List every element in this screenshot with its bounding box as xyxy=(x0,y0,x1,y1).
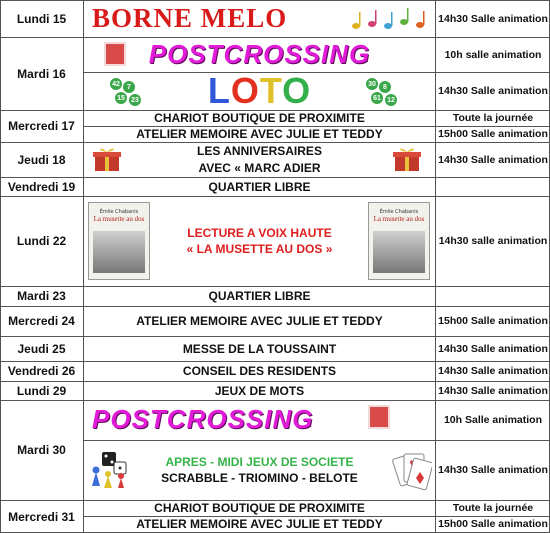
time-cell: 14h30 Salle animation xyxy=(438,384,548,397)
day-label: Lundi 29 xyxy=(16,383,67,398)
loto-title xyxy=(208,70,311,112)
time-cell: 14h30 Salle animation xyxy=(438,12,548,25)
activity-cell: ATELIER MEMOIRE AVEC JULIE ET TEDDY xyxy=(136,127,383,141)
day-label: Mercredi 31 xyxy=(8,509,75,524)
postcrossing-title: POSTCROSSING xyxy=(148,39,371,69)
day-label: Jeudi 25 xyxy=(17,341,66,356)
time-cell: 14h30 Salle animation xyxy=(438,342,548,355)
time-cell: 14h30 Salle animation xyxy=(438,464,548,476)
time-cell: 14h30 Salle animation xyxy=(438,85,548,97)
day-label: Mardi 30 xyxy=(17,443,66,457)
loto-letter: T xyxy=(259,70,283,111)
loto-letter: L xyxy=(207,70,231,111)
music-notes-icon xyxy=(348,6,430,32)
day-label: Lundi 15 xyxy=(16,11,67,26)
book-author: Émile Chabanis xyxy=(379,209,419,215)
activity-cell: QUARTIER LIBRE xyxy=(208,289,311,303)
activity-cell xyxy=(84,440,435,500)
time-cell: 10h salle animation xyxy=(444,48,542,61)
activity-cell xyxy=(92,402,332,436)
day-label: Jeudi 18 xyxy=(17,152,66,167)
book-author: Émile Chabanis xyxy=(99,209,139,215)
day-label: Mardi 16 xyxy=(17,66,66,81)
loto-letter: O xyxy=(282,70,312,111)
loto-balls-icon: 42 7 15 23 xyxy=(110,78,146,108)
activity-cell: MESSE DE LA TOUSSAINT xyxy=(182,341,337,356)
lecture-line2: « LA MUSETTE AU DOS » xyxy=(186,242,333,256)
time-cell: 14h30 salle animation xyxy=(438,235,548,247)
time-cell: Toute la journée xyxy=(452,502,534,514)
activity-cell: ATELIER MEMOIRE AVEC JULIE ET TEDDY xyxy=(136,314,383,328)
loto-letter: O xyxy=(230,70,260,111)
anniversaires-line2: AVEC « MARC ADIER xyxy=(198,160,321,175)
activity-cell: JEUX DE MOTS xyxy=(214,383,305,398)
time-cell: Toute la journée xyxy=(452,112,534,124)
activity-cell: QUARTIER LIBRE xyxy=(208,179,311,194)
time-cell: 10h Salle animation xyxy=(443,414,543,426)
book-cover-icon xyxy=(368,202,430,280)
activity-cell: ATELIER MEMOIRE AVEC JULIE ET TEDDY xyxy=(136,517,383,531)
jeux-societe-title: APRES - MIDI JEUX DE SOCIETE xyxy=(165,454,354,469)
day-label: Mercredi 17 xyxy=(8,119,75,133)
playing-cards-icon xyxy=(392,446,432,492)
activity-cell: CHARIOT BOUTIQUE DE PROXIMITE xyxy=(154,111,365,125)
anniversaires-line1: LES ANNIVERSAIRES xyxy=(197,144,322,159)
book-title: La musette au dos xyxy=(373,215,425,223)
time-cell: 14h30 Salle animation xyxy=(438,153,548,166)
time-cell: 15h00 Salle animation xyxy=(438,518,548,530)
activity-cell xyxy=(84,142,435,177)
jeux-societe-list: SCRABBLE - TRIOMINO - BELOTE xyxy=(161,471,358,485)
day-label: Vendredi 26 xyxy=(7,364,76,378)
time-cell: 15h00 Salle animation xyxy=(438,128,548,140)
book-title: La musette au dos xyxy=(93,215,145,223)
lecture-line1: LECTURE A VOIX HAUTE xyxy=(187,225,332,240)
gift-icon xyxy=(392,145,422,173)
postcrossing-title: POSTCROSSING xyxy=(92,403,314,434)
day-label: Mardi 23 xyxy=(17,289,66,303)
loto-balls-icon: 30 8 61 12 xyxy=(366,78,402,108)
borne-melo-title: BORNE MELO xyxy=(92,3,288,33)
stamp-icon xyxy=(368,405,390,429)
activity-cell: CHARIOT BOUTIQUE DE PROXIMITE xyxy=(154,501,365,515)
time-cell: 15h00 Salle animation xyxy=(438,315,548,327)
day-label: Lundi 22 xyxy=(16,234,67,248)
day-label: Mercredi 24 xyxy=(8,314,75,328)
activity-cell: CONSEIL DES RESIDENTS xyxy=(182,364,337,378)
time-cell: 14h30 Salle animation xyxy=(438,365,548,377)
activity-cell xyxy=(84,37,435,72)
day-label: Vendredi 19 xyxy=(7,179,76,194)
